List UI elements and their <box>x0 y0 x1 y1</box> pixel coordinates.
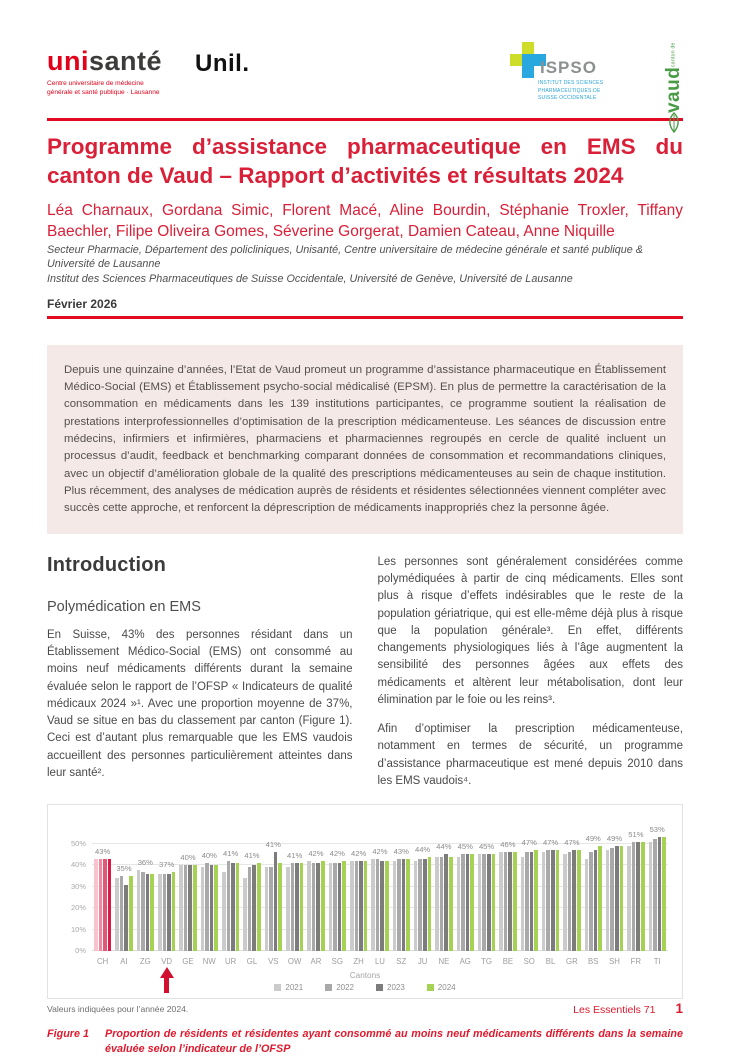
unisante-logo <box>47 48 167 98</box>
bar-2023 <box>444 854 448 951</box>
value-label: 42% <box>308 848 324 858</box>
bar-2021 <box>606 850 610 951</box>
value-label: 53% <box>649 825 665 835</box>
bar-2024 <box>172 872 176 951</box>
canton-label: SO <box>523 957 535 967</box>
bar-2023 <box>466 854 470 951</box>
value-label: 40% <box>201 851 217 861</box>
bars <box>499 852 516 951</box>
page-title: Programme d’assistance pharmaceutique en EMS du canton de Vaud – Rapport d’activités et résultats 2024 <box>47 133 683 189</box>
bar-2023 <box>167 874 171 951</box>
bars <box>115 876 132 951</box>
vaud-canton-logo <box>664 42 683 133</box>
bar-2022 <box>312 863 316 951</box>
canton-bar-group <box>156 833 177 967</box>
legend-swatch <box>427 984 434 991</box>
bars <box>414 857 431 951</box>
bar-2022 <box>418 859 422 951</box>
bar-2024 <box>534 850 538 951</box>
intro-paragraph: Afin d’optimiser la prescription médicamenteuse, notamment en termes de sécurité, un programme d’assistance pharmaceutique est mené depuis 2010 dans les EMS vaudois⁴. <box>377 723 683 787</box>
canton-label: FR <box>630 957 642 967</box>
bar-2022 <box>227 861 231 951</box>
bar-2021 <box>329 863 333 951</box>
bar-2022 <box>653 839 657 951</box>
canton-bar-group <box>647 825 668 967</box>
bar-2021 <box>137 870 141 952</box>
vaud-leaf-icon <box>667 113 681 133</box>
bars <box>265 852 282 951</box>
bar-2022 <box>141 872 145 951</box>
publication-date: Février 2026 <box>47 297 118 312</box>
canton-bar-group <box>92 833 113 967</box>
bar-2024 <box>406 859 410 951</box>
legend-item-2022 <box>325 983 354 992</box>
legend-item-2023 <box>376 983 405 992</box>
bar-2022 <box>525 852 529 951</box>
affiliation-line-2: Institut des Sciences Pharmaceutiques de Suisse Occidentale, Université de Genève, Université de Lausanne <box>47 272 573 285</box>
bars <box>158 872 175 951</box>
bar-2021 <box>179 865 183 951</box>
bars <box>201 863 218 951</box>
bar-2021 <box>265 867 269 951</box>
canton-bar-group <box>263 833 284 967</box>
bar-2022 <box>376 859 380 951</box>
canton-label: JU <box>417 957 428 967</box>
bar-2022 <box>184 865 188 951</box>
bar-2022 <box>546 850 550 951</box>
bar-2022 <box>291 863 295 951</box>
bars <box>606 846 623 951</box>
bar-2021 <box>371 859 375 951</box>
legend-year-label: 2021 <box>285 983 304 993</box>
canton-label: VD <box>161 957 173 967</box>
canton-label: SH <box>609 957 620 967</box>
bar-2024 <box>108 859 112 951</box>
legend-item-2024 <box>427 983 456 992</box>
bars <box>435 854 452 951</box>
bars <box>329 861 346 951</box>
right-column <box>378 554 684 790</box>
bar-2022 <box>355 861 359 951</box>
affiliation-line-1: Secteur Pharmacie, Département des policliniques, Unisanté, Centre universitaire de médecine générale et santé publique & Université de Lausanne <box>47 243 643 271</box>
value-label: 42% <box>372 846 388 856</box>
canton-label: TI <box>653 957 661 967</box>
legend-year-label: 2024 <box>437 983 456 993</box>
bar-2023 <box>551 850 555 951</box>
bar-2024 <box>641 842 645 951</box>
bar-2023 <box>103 859 107 951</box>
bars <box>371 859 388 951</box>
left-column <box>47 554 353 790</box>
bar-2021 <box>435 857 439 951</box>
bar-2023 <box>615 846 619 951</box>
canton-label: OW <box>287 957 302 967</box>
canton-bar-group <box>412 833 433 967</box>
bar-2023 <box>487 854 491 951</box>
bar-2023 <box>658 837 662 951</box>
footer-series-label: Les Essentiels 71 <box>573 1004 656 1016</box>
value-label: 41% <box>287 851 303 861</box>
canton-label: AG <box>459 957 471 967</box>
value-label: 47% <box>542 838 559 848</box>
bar-2023 <box>423 859 427 951</box>
bar-2022 <box>589 852 593 951</box>
bar-2021 <box>243 878 247 951</box>
value-label: 47% <box>564 838 580 848</box>
bar-2022 <box>333 863 337 951</box>
bar-2024 <box>278 863 282 951</box>
bar-2024 <box>428 857 432 951</box>
bar-2024 <box>193 865 197 951</box>
arrow-stem <box>164 978 169 993</box>
bars <box>649 837 666 951</box>
legend-year-label: 2023 <box>387 983 405 993</box>
bar-2024 <box>662 837 666 951</box>
bar-2023 <box>295 863 299 951</box>
date-rule <box>47 316 683 319</box>
value-label: 36% <box>137 857 153 867</box>
canton-bar-group <box>540 833 561 967</box>
canton-bar-group <box>305 833 326 967</box>
value-label: 49% <box>585 833 601 843</box>
bar-2022 <box>163 874 167 951</box>
canton-bar-group <box>604 833 625 967</box>
bars <box>585 846 602 951</box>
canton-bar-group <box>519 833 540 967</box>
canton-bar-group <box>220 833 241 967</box>
vaud-canton-de: canton de <box>670 42 677 67</box>
bar-2024 <box>257 863 261 951</box>
bar-2023 <box>338 863 342 951</box>
chart-plot-area <box>70 825 668 967</box>
bar-2021 <box>350 861 354 951</box>
value-label: 44% <box>414 844 431 854</box>
value-label: 43% <box>393 846 409 856</box>
canton-label: NE <box>438 957 450 967</box>
bar-2022 <box>99 859 103 951</box>
bars <box>286 863 303 951</box>
bar-2021 <box>627 846 631 951</box>
arrow-head <box>160 967 174 978</box>
bar-2023 <box>316 863 320 951</box>
value-label: 51% <box>628 829 644 839</box>
bar-2024 <box>556 850 560 951</box>
y-axis-tick: 50% <box>70 838 86 848</box>
figure-label: Figure 1 <box>47 1028 89 1041</box>
canton-label: ZH <box>353 957 364 967</box>
bar-2022 <box>248 867 252 951</box>
y-axis-tick: 10% <box>70 924 86 934</box>
bar-2022 <box>269 867 273 951</box>
canton-label: BS <box>588 957 599 967</box>
ispso-subtitle: INSTITUT DES SCIENCES PHARMACEUTIQUES DE SUISSE OCCIDENTALE <box>538 80 604 101</box>
value-label: 35% <box>116 863 132 873</box>
canton-bar-group <box>476 833 497 967</box>
intro-paragraph: En Suisse, 43% des personnes résidant dans un Établissement Médico-Social (EMS) ont consommé au moins neuf médicaments différents durant la semaine évaluée selon le rapport de l’OFSP « Indicateurs de qualité médicaux 2024 »¹. Avec une proportion moyenne de 37%, Vaud se situe en bas du classement par canton (Figure 1). Ceci est d’autant plus remarquable que les EMS vaudois accueillent des personnes particulièrement atteintes dans leur santé². <box>47 628 353 779</box>
bar-2024 <box>470 854 474 951</box>
figure-1-bar-chart <box>47 804 683 999</box>
bar-2023 <box>274 852 278 951</box>
value-label: 47% <box>521 838 537 848</box>
bars <box>627 842 644 951</box>
unil-logo: Unil. <box>195 50 250 77</box>
value-label: 49% <box>606 833 623 843</box>
canton-bar-group <box>391 833 412 967</box>
canton-label: SG <box>331 957 343 967</box>
value-label: 41% <box>265 840 281 850</box>
bar-2021 <box>393 861 397 951</box>
bar-2021 <box>499 852 503 951</box>
canton-bar-group <box>199 833 220 967</box>
bars <box>307 861 324 951</box>
canton-label: GL <box>246 957 258 967</box>
canton-label: GR <box>566 957 578 967</box>
bars <box>521 850 538 951</box>
bar-2022 <box>610 848 614 951</box>
value-label: 45% <box>457 842 473 852</box>
bar-2023 <box>210 865 214 951</box>
canton-bar-group <box>625 829 646 967</box>
value-label: 41% <box>223 848 239 858</box>
value-label: 42% <box>329 848 345 858</box>
legend-item-2021 <box>274 983 303 992</box>
bar-2024 <box>385 861 389 951</box>
page-number: 1 <box>675 1001 683 1016</box>
bar-2021 <box>307 861 311 951</box>
canton-label: ZG <box>139 957 151 967</box>
bar-2024 <box>129 876 133 951</box>
bars <box>393 859 410 951</box>
bar-2023 <box>380 861 384 951</box>
polymedication-subheading: Polymédication en EMS <box>47 598 201 615</box>
bars <box>350 861 367 951</box>
value-label: 44% <box>436 842 452 852</box>
bar-2023 <box>508 852 512 951</box>
bars <box>243 863 260 951</box>
bar-2024 <box>150 874 154 951</box>
cantons-axis-label: Cantons <box>349 971 381 981</box>
y-axis-tick: 40% <box>70 860 86 870</box>
canton-label: CH <box>97 957 109 967</box>
canton-label: NW <box>202 957 216 967</box>
bar-2021 <box>414 861 418 951</box>
bar-2023 <box>146 874 150 951</box>
bar-2022 <box>120 876 124 951</box>
legend-swatch <box>325 984 332 991</box>
introduction-columns <box>47 554 683 790</box>
canton-bar-group <box>369 833 390 967</box>
bar-2023 <box>124 885 128 952</box>
bar-2024 <box>364 861 368 951</box>
unisante-word-sante: santé <box>89 46 163 76</box>
value-label: 41% <box>244 851 260 861</box>
canton-bar-group <box>177 833 198 967</box>
canton-bar-group <box>348 833 369 967</box>
bar-2021 <box>158 874 162 951</box>
bar-2024 <box>449 857 453 951</box>
bar-2021 <box>649 842 653 951</box>
bars <box>563 850 580 951</box>
bars <box>478 854 495 951</box>
bar-2022 <box>440 857 444 951</box>
vd-highlight-arrow-icon <box>160 967 174 993</box>
bar-2021 <box>542 852 546 951</box>
bar-2024 <box>342 861 346 951</box>
bar-2023 <box>530 852 534 951</box>
canton-bar-group <box>135 833 156 967</box>
bar-2024 <box>300 863 304 951</box>
bar-2024 <box>492 854 496 951</box>
bar-2024 <box>513 852 517 951</box>
canton-bar-group <box>284 833 305 967</box>
canton-bar-group <box>455 833 476 967</box>
canton-bar-group <box>561 833 582 967</box>
chart-note: Valeurs indiquées pour l’année 2024. <box>47 1004 189 1015</box>
bar-2021 <box>115 878 119 951</box>
legend-swatch <box>376 984 383 991</box>
bar-2023 <box>359 861 363 951</box>
canton-label: VS <box>268 957 279 967</box>
bars <box>137 870 154 952</box>
y-axis-tick: 0% <box>75 946 86 956</box>
bar-2024 <box>577 850 581 951</box>
ispso-wordmark: ISPSO <box>540 58 597 77</box>
y-axis-tick: 20% <box>70 903 86 913</box>
legend-year-label: 2022 <box>336 983 354 993</box>
bar-2022 <box>205 863 209 951</box>
bar-2024 <box>620 846 624 951</box>
header <box>47 40 683 114</box>
introduction-heading: Introduction <box>47 553 167 576</box>
bar-2024 <box>236 863 240 951</box>
bar-2022 <box>568 852 572 951</box>
canton-label: AR <box>310 957 322 967</box>
footer <box>573 1001 683 1016</box>
bars <box>457 854 474 951</box>
canton-label: UR <box>225 957 237 967</box>
canton-bar-group <box>497 833 518 967</box>
bar-2022 <box>482 854 486 951</box>
legend-swatch <box>274 984 281 991</box>
canton-label: SZ <box>396 957 407 967</box>
bars <box>222 861 239 951</box>
bars <box>542 850 559 951</box>
canton-bar-group <box>433 833 454 967</box>
bar-2023 <box>231 863 235 951</box>
bar-2021 <box>521 857 525 951</box>
bar-2023 <box>572 850 576 951</box>
figure-caption-text: Proportion de résidents et résidentes ayant consommé au moins neuf médicaments différents dans la semaine évaluée selon l’indicateur de l’OFSP <box>105 1028 683 1056</box>
bar-2021 <box>222 872 226 951</box>
canton-label: LU <box>374 957 385 967</box>
bar-2022 <box>632 842 636 951</box>
canton-label: BE <box>502 957 514 967</box>
bar-2022 <box>504 852 508 951</box>
canton-label: GE <box>182 957 194 967</box>
bar-2021 <box>478 854 482 951</box>
bar-2021 <box>585 859 589 951</box>
canton-label: AI <box>120 957 128 967</box>
header-rule <box>47 118 683 121</box>
intro-paragraph: Les personnes sont généralement considérées comme polymédiquées à partir de cinq médicaments. Elles sont plus à risque d’effets indésirables que le reste de la population gériatrique, qui est elle-même déjà plus à risque que la population générale³. En effet, différents changements physiologiques liés à l’âge augmentent la sensibilité des personnes âgées aux effets des médicaments et altèrent leur métabolisation, dont leur élimination par le foie ou les reins³. <box>377 555 683 706</box>
bar-2023 <box>402 859 406 951</box>
chart-legend <box>58 983 672 992</box>
bar-2024 <box>321 861 325 951</box>
unisante-subtitle: Centre universitaire de médecine générale et santé publique · Lausanne <box>47 80 160 96</box>
bar-2023 <box>636 842 640 951</box>
y-axis-tick: 30% <box>70 881 86 891</box>
canton-bar-group <box>241 833 262 967</box>
authors: Léa Charnaux, Gordana Simic, Florent Macé, Aline Bourdin, Stéphanie Troxler, Tiffany Baechler, Filipe Oliveira Gomes, Séverine Gorgerat, Damien Cateau, Anne Niquille <box>47 201 683 241</box>
unisante-word-uni: uni <box>47 46 89 76</box>
bar-2021 <box>286 867 290 951</box>
bar-2021 <box>201 867 205 951</box>
value-label: 46% <box>500 840 516 850</box>
canton-bar-group <box>113 833 134 967</box>
abstract-box: Depuis une quinzaine d’années, l’Etat de Vaud promeut un programme d’assistance pharmaceutique en Établissement Médico-Social (EMS) et Établissement psycho-social médicalisé (EPSM). En plus de permettre la caractérisation de la consommation en médicaments dans les 139 institutions participantes, ce programme soutient la réalisation de prestations interprofessionnelles d’optimisation de la prescription médicamenteuse. Les séances de discussion entre médecins, infirmiers et infirmières, pharmaciens et pharmaciennes regroupés en cercle de qualité incluent un processus d’audit, feedback et benchmarking comparant données de consommation et recommandations cliniques, avec un objectif d’amélioration globale de la qualité des prescriptions médicamenteuses au sein de chaque institution. Plus récemment, des analyses de médication auprès de résidents et résidentes sélectionnées viennent compléter avec succès cette approche, et renforcent la déprescription de médicaments inappropriés chez la personne âgée. <box>47 345 683 534</box>
bars <box>179 865 196 951</box>
bar-2022 <box>461 854 465 951</box>
bar-2021 <box>563 854 567 951</box>
bar-2023 <box>188 865 192 951</box>
figure-caption <box>47 1027 683 1057</box>
bar-2024 <box>598 846 602 951</box>
bar-2023 <box>252 865 256 951</box>
value-label: 37% <box>159 859 175 869</box>
vaud-wordmark: vaud <box>663 66 684 114</box>
bar-2023 <box>594 850 598 951</box>
value-label: 45% <box>478 842 495 852</box>
canton-label: TG <box>481 957 492 967</box>
value-label: 43% <box>95 846 111 856</box>
value-label: 40% <box>180 853 196 863</box>
bar-2021 <box>94 859 98 951</box>
unisante-wordmark <box>47 48 167 75</box>
bar-2022 <box>397 859 401 951</box>
canton-bar-group <box>583 833 604 967</box>
canton-bar-group <box>327 833 348 967</box>
bar-2024 <box>214 865 218 951</box>
bar-2021 <box>457 857 461 951</box>
bars <box>94 859 111 951</box>
value-label: 42% <box>350 848 367 858</box>
ispso-logo <box>510 42 618 103</box>
canton-label: BL <box>545 957 556 967</box>
